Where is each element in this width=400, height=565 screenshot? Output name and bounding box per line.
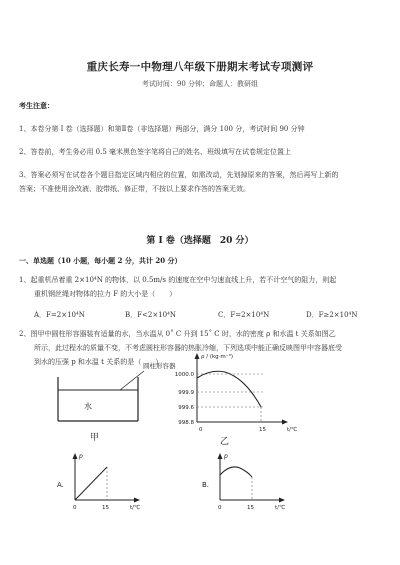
x-tick-label: 15 xyxy=(102,505,109,511)
part-heading: 一、单选题（10 小题，每小题 2 分，共计 20 分） xyxy=(19,256,182,265)
q1-line-2: 重机钢丝绳对物体的拉力 F 的大小是（ ） xyxy=(34,290,177,298)
section-title: 第 I 卷（选择题 20 分） xyxy=(146,236,254,246)
x-axis-arrow xyxy=(282,420,288,425)
x-tick-label: 0 xyxy=(218,505,222,511)
q1-line-1: 1、起重机吊着重 2×10⁴N 的物体，以 0.5m/s 的速度在空中匀速直线上升，若不计空气的阻力，则起 xyxy=(19,276,337,284)
pressure-line xyxy=(75,467,107,500)
x-tick-label: 15 xyxy=(247,505,254,511)
figure-jia xyxy=(50,355,176,445)
y-tick-label: 999.9 xyxy=(178,390,194,396)
y-axis-label: p xyxy=(224,453,228,460)
callout-line xyxy=(120,371,144,390)
notice-item-3-line-2: 答案；不准使用涂改液、胶带纸、修正带，不按以上要求作答的答案无效。 xyxy=(19,185,250,193)
notice-item-2: 2、答卷前，考生务必用 0.5 毫米黑色签字笔将自己的姓名、班级填写在试卷规定位置上 xyxy=(19,148,292,156)
q2-line-3: 到水的压强 p 和水温 t 关系的是（ ） xyxy=(34,358,163,366)
option-a-graph[interactable] xyxy=(55,448,165,518)
y-axis-arrow xyxy=(195,353,200,359)
y-axis-label: ρ / (kg·m⁻³) xyxy=(201,354,234,360)
x-axis-arrow xyxy=(279,498,285,503)
x-tick-label: 0 xyxy=(73,505,77,511)
density-curve xyxy=(197,371,261,407)
pressure-curve xyxy=(220,467,252,477)
q1-option-a[interactable]: A．F=2×10⁴N xyxy=(34,311,85,319)
x-axis-label: t/℃ xyxy=(275,505,286,511)
figure-yi-caption: 乙 xyxy=(220,437,230,447)
y-tick-label: 998.8 xyxy=(178,420,194,426)
q1-option-c[interactable]: C．F=2×10⁴N xyxy=(218,311,270,319)
option-b-graph[interactable] xyxy=(200,448,310,518)
water-label: 水 xyxy=(84,402,92,411)
q2-line-2: 所示，此过程水的质量不变，不考虑圆柱形容器的热胀冷缩，下列选项中能正确反映图甲中容器底受 xyxy=(34,344,342,352)
figure-yi xyxy=(175,352,325,448)
notice-item-3-line-1: 3、答案必须写在试卷各个题目指定区域内相应的位置，如需改动，先划掉原来的答案，然后再写上新的 xyxy=(19,171,339,179)
x-axis-arrow xyxy=(134,498,140,503)
notice-heading: 考生注意： xyxy=(19,101,54,110)
y-axis-label: p xyxy=(79,453,83,460)
y-axis-arrow xyxy=(73,453,78,459)
page-title: 重庆长寿一中物理八年级下册期末考试专项测评 xyxy=(86,61,314,73)
q1-option-d[interactable]: D．F≥2×10⁴N xyxy=(306,311,358,319)
notice-item-1: 1、本卷分第 I 卷（选择题）和第Ⅱ卷（非选择题）两部分，满分 100 分，考试时间 90 分钟 xyxy=(19,125,305,133)
figure-jia-caption: 甲 xyxy=(90,433,100,443)
y-tick-label: 1000.0 xyxy=(174,372,194,378)
y-axis-arrow xyxy=(218,453,223,459)
exam-info: 考试时间：90 分钟；命题人：教研组 xyxy=(141,80,259,88)
x-tick-label: 0 xyxy=(199,427,203,433)
x-axis-label: t/℃ xyxy=(130,505,141,511)
callout-label: 圆柱形容器 xyxy=(143,362,176,370)
q1-option-b[interactable]: B．F<2×10⁴N xyxy=(125,311,177,319)
option-a-label: A. xyxy=(57,481,64,489)
q2-line-1: 2、图甲中圆柱形容器装有适量的水，当水温从 0˚ C 升到 15˚ C 时，水的密度 ρ 和水温 t 关系如图乙 xyxy=(19,330,336,338)
y-tick-label: 999.6 xyxy=(178,405,194,411)
option-b-label: B. xyxy=(202,481,210,489)
x-axis-label: t/℃ xyxy=(287,427,298,433)
x-tick-label: 15 xyxy=(259,427,266,433)
